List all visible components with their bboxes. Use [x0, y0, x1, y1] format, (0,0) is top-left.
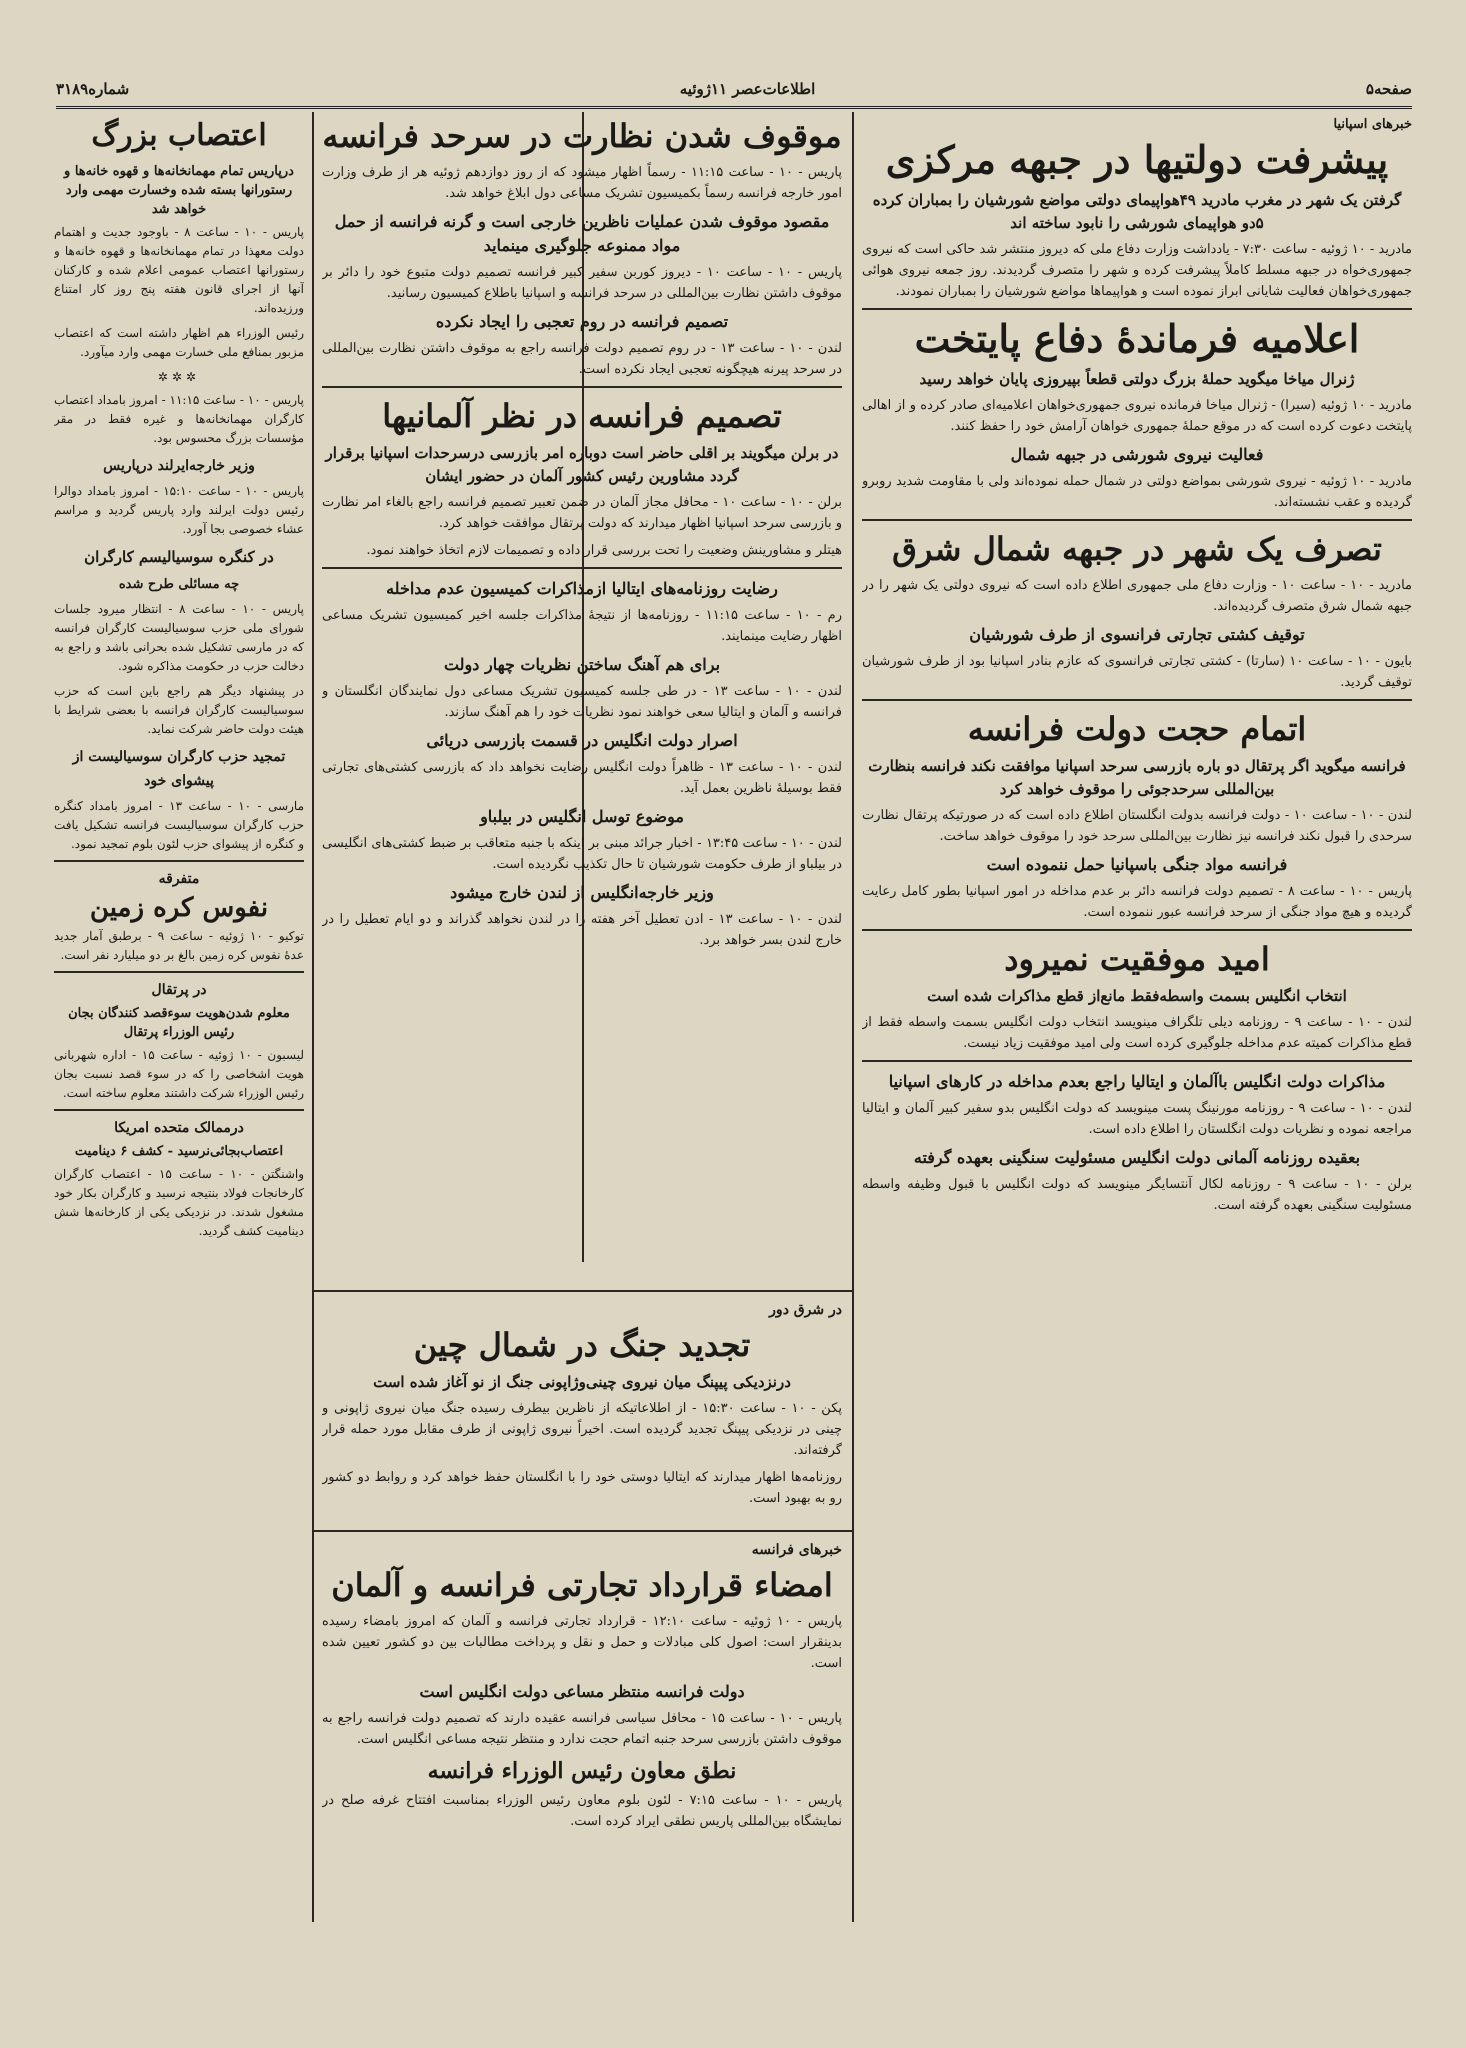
article-body: توکیو - ۱۰ ژوئیه - ساعت ۹ - برطبق آمار جدید عدهٔ نفوس کره زمین بالغ بر دو میلیارد نفر است. — [54, 929, 304, 962]
headline-world-population: نفوس کره زمین — [89, 893, 269, 923]
issue-number: شماره۳۱۸۹ — [56, 80, 130, 98]
headline-german-press: بعقیده روزنامه آلمانی دولت انگلیس مسئولیت سنگینی بعهده گرفته — [913, 1148, 1361, 1167]
headline-socialist-congress: در کنگره سوسیالیسم کارگران — [84, 548, 274, 566]
article-body: پاریس - ۱۰ - ساعت ۱۵ - محافل سیاسی فرانسه عقیده دارند که تصمیم دولت فرانسه راجع به موقوف داشتن بازرسی سرحد جنبه اتمام حجت ندارد و منتظر نتیجه مساعی انگلیس است. — [322, 1711, 842, 1747]
subhead-north-china: درنزدیکی پیپنگ میان نیروی چینی‌وژاپونی جنگ از نو آغاز شده است — [373, 1373, 791, 1391]
article-body: لندن - ۱۰ - ساعت ۱۳:۴۵ - اخبار جرائد مبنی بر اینکه با جنبه متعاقب بر ضبط کشتی‌های انگلیسی در بیلباو از طرف حکومت شورشیان تا حال تکذیب نگردیده است. — [322, 836, 842, 872]
headline-awaiting-britain: دولت فرانسه منتظر مساعی دولت انگلیس است — [419, 1682, 745, 1701]
article-body: لندن - ۱۰ - ساعت ۱۳ - در طی جلسه کمیسیون تشریک مساعی دول نمایندگان انگلستان و فرانسه و آلمان و ایتالیا سعی خواهند نمود نظریات خود را هم آهنگ سازند. — [322, 684, 842, 720]
headline-french-ultimatum: اتمام حجت دولت فرانسه — [967, 710, 1307, 748]
bottom-section-divider-2 — [314, 1530, 852, 1532]
article-body: لیسبون - ۱۰ ژوئیه - ساعت ۱۵ - اداره شهربانی هویت اشخاصی را که در سوء قصد نسبت بجان رئیس الوزراء شرکت داشتند معلوم ساخته است. — [54, 1048, 304, 1100]
column-rule-left — [312, 112, 314, 1922]
headline-irish-minister: وزیر خارجه‌ایرلند درپاریس — [103, 458, 255, 474]
headline-british-talks: مذاکرات دولت انگلیس باآلمان و ایتالیا راجع بعدم مداخله در کارهای اسپانیا — [888, 1072, 1386, 1091]
headline-bilbao: موضوع توسل انگلیس در بیلباو — [480, 807, 684, 826]
headline-northeast-town: تصرف یک شهر در جبهه شمال شرق — [892, 530, 1382, 568]
headline-war-materials: فرانسه مواد جنگی باسپانیا حمل ننموده است — [986, 855, 1288, 874]
article-body: برلن - ۱۰ - ساعت ۹ - روزنامه لکال آنتسایگر مینویسد که دولت انگلیس با قبول وظیفه واسطه مسئولیت سنگینی بعهده گرفته است. — [862, 1177, 1412, 1213]
article-body: پاریس - ۱۰ ژوئیه - ساعت ۱۲:۱۰ - قرارداد تجارتی فرانسه و آلمان که امروز بامضاء رسیده بدینقرار است: اصول کلی مبادلات و حمل و نقل و پرداخت مطالبات بین دو کشور تعیین شده است. — [322, 1614, 842, 1671]
column-rule-right — [852, 112, 854, 1922]
headline-capital-defense: اعلامیه فرماندهٔ دفاع پایتخت — [914, 316, 1360, 361]
article-body: پاریس - ۱۰ - ساعت ۸ - انتظار میرود جلسات شورای ملی حزب سوسیالیست کارگران فرانسه که در مارسی تشکیل شده بحرانی باشد و راجع به دخالت حزب در حکومت مذاکره شود. — [54, 602, 304, 673]
article-body: هیتلر و مشاورینش وضعیت را تحت بررسی قرار داده و تصمیمات لازم اتخاذ خواهند نمود. — [366, 543, 842, 558]
newspaper-date: اطلاعات‌عصر ۱۱ژوئیه — [679, 80, 816, 98]
article-body: واشنگتن - ۱۰ - ساعت ۱۵ - اعتصاب کارگران کارخانجات فولاد بنتیجه نرسید و کارگران بکار خود مشغول شدند. در نزدیکی یکی از کارخانه‌ها شش دینامیت کشف گردید. — [54, 1167, 304, 1238]
article-body: لندن - ۱۰ - ساعت ۱۳ - ادن تعطیل آخر هفته را در لندن نخواهد گذراند و دو ایام تعطیل را در خارج لندن بسر خواهد برد. — [322, 912, 842, 948]
headline-trade-agreement: امضاء قرارداد تجارتی فرانسه و آلمان — [331, 1566, 833, 1604]
far-east-section — [322, 1296, 842, 1526]
headline-no-hope: امید موفقیت نمیرود — [1004, 940, 1270, 978]
article-body: پاریس - ۱۰ - ساعت ۸ - تصمیم دولت فرانسه دائر بر عدم مداخله در امور اسپانیا بطور کامل رعایت گردیده و هیچ مواد جنگی از سرحد فرانسه عبور ننموده است. — [862, 884, 1412, 920]
headline-german-view: تصمیم فرانسه در نظر آلمانیها — [382, 397, 782, 435]
headline-foreign-minister: وزیر خارجه‌انگلیس از لندن خارج میشود — [450, 883, 714, 902]
section-tag: در پرتقال — [151, 982, 207, 998]
section-separator: ✲✲✲ — [157, 370, 201, 384]
subhead-big-strike: درپاریس تمام مهمانخانه‌ها و قهوه خانه‌ها و رستورانها بسته شده وخسارت مهمی وارد خواهد شد — [64, 164, 294, 217]
article-body: مادرید - ۱۰ ژوئیه (سیرا) - ژنرال میاخا فرمانده نیروی جمهوری‌خواهان اعلامیه‌ای صادر کرده و از اهالی پایتخت دعوت کرده است که در موقع حملهٔ جمهوری خواهان آرامش خود را حفظ کنند. — [862, 398, 1412, 434]
headline-rome-reaction: تصمیم فرانسه در روم تعجبی را ایجاد نکرده — [435, 312, 729, 331]
subhead-german-view: در برلن میگویند بر اقلی حاضر است دوباره امر بازرسی درسرحدات اسپانیا برقرار گردد مشاورین رئیس کشور آلمان در حضور ایشان — [325, 444, 839, 485]
subhead-capital-defense: ژنرال میاخا میگوید حملهٔ بزرگ دولتی قطعاً بپیروزی پایان خواهد رسید — [919, 370, 1355, 388]
article-body: در پیشنهاد دیگر هم راجع باین است که حزب سوسیالیست کارگران فرانسه با بعضی شرایط با هیئت دولت حاضر شرکت نماید. — [54, 684, 304, 736]
page-number: صفحه۵ — [1365, 80, 1412, 98]
headline-four-powers: برای هم آهنگ ساختن نظریات چهار دولت — [443, 655, 721, 674]
article-body: لندن - ۱۰ - ساعت ۹ - روزنامه مورنینگ پست مینویسد که دولت انگلیس بدو سفیر کبیر آلمان و ایتالیا مراجعه نموده و نظریات دولت انگلستان را اطلاع داده است. — [862, 1101, 1412, 1137]
article-body: پاریس - ۱۰ - ساعت ۱۱:۱۵ - امروز بامداد اعتصاب کارگران مهمانخانه‌ها و غیره فقط در مقر مؤسسات بزرگ محسوس بود. — [54, 393, 304, 445]
headline-border-control: موقوف شدن نظارت در سرحد فرانسه — [322, 117, 842, 155]
article-body: مارسی - ۱۰ - ساعت ۱۳ - امروز بامداد کنگره حزب کارگران سوسیالیست فرانسه تشکیل یافت و کنگره از پیشوای حزب لئون بلوم تمجید نمود. — [54, 799, 304, 851]
subhead-french-ultimatum: فرانسه میگوید اگر پرتقال دو باره بازرسی سرحد اسپانیا موافقت نکند فرانسه بنظارت بین‌المللی سرحدجوئی را موقوف خواهد کرد — [868, 757, 1406, 798]
section-tag: در شرق دور — [769, 1302, 842, 1318]
article-body: لندن - ۱۰ - ساعت ۱۳ - در روم تصمیم دولت فرانسه راجع به موقوف داشتن نظارت بین‌المللی در سرحد پیرنه هیچگونه تعجبی ایجاد نکرده است. — [322, 341, 842, 377]
headline-north-china: تجدید جنگ در شمال چین — [413, 1326, 751, 1364]
headline-portugal-plot: معلوم شدن‌هویت سوءقصد کنندگان بجان رئیس الوزراء پرتقال — [68, 1006, 290, 1040]
masthead — [56, 72, 1412, 109]
article-body: پکن - ۱۰ - ساعت ۱۵:۳۰ - از اطلاعاتیکه از ناظرین بیطرف رسیده جنگ میان نیروی ژاپونی و چینی در نزدیکی پیپنگ تجدید گردیده است. اخیراً نیروی ژاپونی از طرف مقابل مورد حمله قرار گرفته‌اند. — [322, 1401, 842, 1458]
headline-foreign-observers: مقصود موقوف شدن عملیات ناظرین خارجی است و گرنه فرانسه از حمل مواد ممنوعه جلوگیری مینماید — [334, 212, 830, 255]
headline-deputy-pm-speech: نطق معاون رئیس الوزراء فرانسه — [427, 1758, 737, 1784]
headline-north-front: فعالیت نیروی شورشی در جبهه شمال — [1010, 445, 1264, 464]
subhead-no-hope: انتخاب انگلیس بسمت واسطه‌فقط مانع‌از قطع مذاکرات شده است — [927, 987, 1347, 1005]
article-body: لندن - ۱۰ - ساعت ۹ - روزنامه دیلی تلگراف مینویسد انتخاب دولت انگلیس بسمت واسطه فقط از قطع مذاکرات کمیته عدم مداخله جلوگیری کرده است ولی امید موفقیت زیاد نیست. — [862, 1015, 1412, 1051]
headline-ship-seizure: توقیف کشتی تجارتی فرانسوی از طرف شورشیان — [969, 625, 1305, 644]
article-body: پاریس - ۱۰ - ساعت ۸ - باوجود جدیت و اهتمام دولت معهذا در تمام مهمانخانه‌ها و قهوه خانه‌ها و رستورانها اعتصاب عمومی اعلام شده و کارکنان آنها از اجرای قانون هفته پنج روز کار امتناع ورزیده‌اند. — [54, 225, 304, 315]
article-body: رئیس الوزراء هم اظهار داشته است که اعتصاب مزبور بمنافع ملی خسارت مهمی وارد میآورد. — [54, 326, 304, 359]
article-body: برلن - ۱۰ - ساعت ۱۰ - محافل مجاز آلمان در ضمن تعبیر تصمیم فرانسه راجع بالغاء امر نظارت و بازرسی سرحد اسپانیا اظهار میدارند که دولت پرتقال موافقت خواهد کرد. — [322, 495, 842, 531]
article-body: لندن - ۱۰ - ساعت ۱۰ - دولت فرانسه بدولت انگلستان اطلاع داده است که در صورتیکه پرتقال نظارت سرحدی را قبول نکند فرانسه نیز نظارت بین‌المللی سرحد خود را موقوف خواهد ساخت. — [862, 808, 1412, 844]
headline-us-strike: اعتصاب‌بجائی‌نرسید - کشف ۶ دینامیت — [74, 1144, 284, 1159]
section-tag: درممالک متحده امریکا — [114, 1120, 244, 1136]
article-body: مادرید - ۱۰ ژوئیه - ساعت ۷:۳۰ - یادداشت وزارت دفاع ملی که دیروز منتشر شد حاکی است که نیروی جمهوری‌خواه در جبهه مسلط کاملاً پیشرفت کرده و شهر را متصرف گردیدند. روز جمعه نیروی هوائی جمهوری‌خواهان فعالیت شایانی ابراز نموده است و هواپیماها مواضع شورشیان را بمباران نمودند. — [862, 242, 1412, 299]
article-body: پاریس - ۱۰ - ساعت ۱۵:۱۰ - امروز بامداد دوالرا رئیس دولت ایرلند وارد پاریس گردید و مراسم عشاء خصوصی بجا آورد. — [54, 484, 304, 536]
article-body: رم - ۱۰ - ساعت ۱۱:۱۵ - روزنامه‌ها از نتیجهٔ مذاکرات جلسه اخیر کمیسیون تشریک مساعی اظهار رضایت مینمایند. — [322, 608, 842, 644]
headline-naval-inspection: اصرار دولت انگلیس در قسمت بازرسی دریائی — [426, 731, 738, 750]
article-body: پاریس - ۱۰ - ساعت ۱۰ - دیروز کوربن سفیر کبیر فرانسه تصمیم دولت متبوع خود را دائر بر موقوف داشتن نظارت بین‌المللی در سرحد فرانسه و اسپانیا باطلاع کمیسیون رسانید. — [322, 265, 842, 301]
article-body: لندن - ۱۰ - ساعت ۱۳ - ظاهراً دولت انگلیس رضایت نخواهد داد که بازرسی کشتی‌های تجارتی فقط بوسیلهٔ ناظرین بعمل آید. — [322, 760, 842, 796]
column-spain-news — [862, 112, 1412, 1922]
headline-party-praise: تمجید حزب کارگران سوسیالیست از پیشوای خود — [72, 749, 286, 789]
article-body: پاریس - ۱۰ - ساعت ۷:۱۵ - لئون بلوم معاون رئیس الوزراء بمناسبت افتتاح غرفه صلح در نمایشگاه بین‌المللی پاریس نطقی ایراد کرده است. — [322, 1793, 842, 1829]
section-kicker: خبرهای اسپانیا — [1333, 117, 1412, 132]
subhead-socialist-congress: چه مسائلی طرح شده — [118, 577, 240, 592]
article-body: روزنامه‌ها اظهار میدارند که ایتالیا دوستی خود را با انگلستان حفظ خواهد کرد و روابط دو کشور رو به بهبود است. — [322, 1470, 842, 1506]
section-tag: متفرقه — [158, 871, 200, 887]
headline-central-front: پیشرفت دولتیها در جبهه مرکزی — [885, 137, 1389, 182]
article-body: بایون - ۱۰ - ساعت ۱۰ (سارتا) - کشتی تجارتی فرانسوی که عازم بنادر اسپانیا بود از طرف شورشیان توقیف گردید. — [862, 654, 1412, 690]
french-news-section — [322, 1536, 842, 1922]
section-tag: خبرهای فرانسه — [751, 1542, 842, 1558]
bottom-section-divider — [314, 1290, 852, 1292]
subhead-central-front: گرفتن یک شهر در مغرب مادرید ۴۹هواپیمای دولتی مواضع شورشیان را بمباران کرده ۵دو هواپیمای شورشی را نابود ساخته اند — [872, 191, 1402, 232]
headline-italian-press: رضایت روزنامه‌های ایتالیا ازمذاکرات کمیسیون عدم مداخله — [386, 579, 778, 598]
headline-big-strike: اعتصاب بزرگ — [91, 118, 267, 153]
article-body: مادرید - ۱۰ ژوئیه - نیروی شورشی بمواضع دولتی در شمال حمله نموده‌اند ولی با مقاومت شدید روبرو گردیده و عقب نشسته‌اند. — [862, 474, 1412, 510]
article-body: پاریس - ۱۰ - ساعت ۱۱:۱۵ - رسماً اظهار میشود که از روز دوازدهم ژوئیه هر از طرف وزارت امور خارجه فرانسه رسماً بکمیسیون تشریک مساعی دول ابلاغ خواهد شد. — [322, 165, 842, 201]
column-france-border — [322, 112, 842, 1282]
article-body: مادرید - ۱۰ - ساعت ۱۰ - وزارت دفاع ملی جمهوری اطلاع داده است که نیروی دولتی یک شهر را در جبهه شمال شرق متصرف گردیده‌اند. — [862, 578, 1412, 614]
column-misc-news — [54, 112, 304, 1922]
